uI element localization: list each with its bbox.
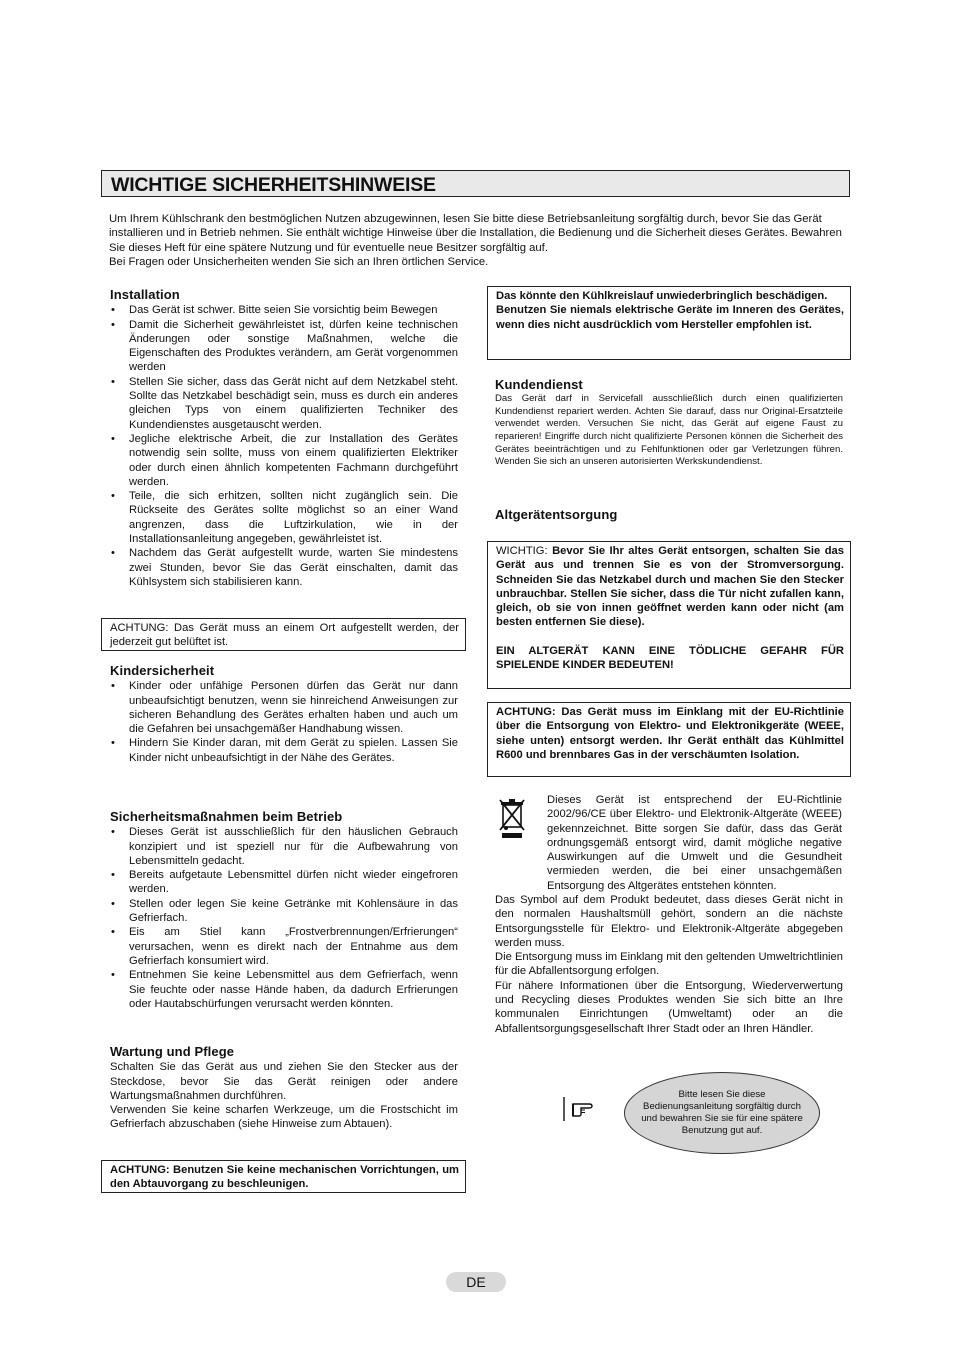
list-item: • Dieses Gerät ist ausschließlich für den häuslichen Gebrauch konzipiert und ist speziell nur für die Aufbewahrung von Lebensmitteln gedacht. (110, 825, 458, 868)
list-item: • Damit die Sicherheit gewährleistet ist, dürfen keine technischen Änderungen oder sonstige Maßnahmen, welche die Eigenschaften des Produktes verändern, am Gerät vorgenommen werden (110, 318, 458, 375)
betrieb-section (110, 810, 458, 1011)
entsorgung-section (495, 508, 843, 523)
kindersicherheit-list (110, 679, 458, 765)
kuehlkreislauf-warning-line: Das könnte den Kühlkreislauf unwiederbringlich beschädigen. (496, 290, 828, 302)
list-item: • Das Gerät ist schwer. Bitte seien Sie vorsichtig beim Bewegen (110, 303, 458, 317)
entsorgung-danger-warning: EIN ALTGERÄT KANN EINE TÖDLICHE GEFAHR FÜR SPIELENDE KINDER BEDEUTEN! (496, 644, 844, 672)
installation-section (110, 288, 458, 589)
installation-warning: ACHTUNG: Das Gerät muss an einem Ort aufgestellt werden, der jederzeit gut belüftet ist. (110, 622, 459, 649)
wartung-heading: Wartung und Pflege (110, 1044, 235, 1059)
entsorgung-paragraph: Das Symbol auf dem Produkt bedeutet, dass dieses Gerät nicht in den normalen Haushaltsmüll gehört, sondern an die nächste Entsorgungsstelle für Elektro- und Elektronik-Altgeräte abgegeben werden muss. (495, 894, 843, 949)
installation-heading: Installation (110, 287, 180, 302)
crossed-out-wheelie-bin-icon (497, 796, 527, 840)
installation-list (110, 303, 458, 589)
note-oval-text: Bitte lesen Sie diese Bedienungsanleitung sorgfältig durch und bewahren Sie sie für eine spätere Benutzung gut auf. (641, 1089, 803, 1136)
weee-text: Dieses Gerät ist entsprechend der EU-Richtlinie 2002/96/CE über Elektro- und Elektronik-Altgeräte (WEEE) gekennzeichnet. Bitte sorgen Sie dafür, dass das Gerät ordnungsgemäß entsorgt wird, damit mögliche negative Auswirkungen auf die Umwelt und die Gesundheit vermieden werden, die bei einer unsachgemäßen Entsorgung des Altgerätes entstehen könnten. (547, 794, 842, 892)
entsorgung-eu-warning-box (487, 702, 851, 777)
intro-paragraph: Um Ihrem Kühlschrank den bestmöglichen Nutzen abzugewinnen, lesen Sie bitte diese Betriebsanleitung sorgfältig durch, bevor Sie das Gerät installieren und in Betrieb nehmen. Sie enthält wichtige Hinweise über die Installation, die Bedienung und die Sicherheit dieses Gerätes. Bewahren Sie dieses Heft für eine spätere Nutzung und für eventuelle neue Besitzer sorgfältig auf. (109, 213, 842, 254)
list-item: • Teile, die sich erhitzen, sollten nicht zugänglich sein. Die Rückseite des Gerätes sollte möglichst so an einer Wand angrenzen, dass die Luftzirkulation, wie in der Installationsanleitung angegeben, gewährleistet ist. (110, 489, 458, 546)
entsorgung-details (495, 893, 843, 1036)
wartung-warning: ACHTUNG: Benutzen Sie keine mechanischen Vorrichtungen, um den Abtauvorgang zu beschleunigen. (110, 1164, 459, 1191)
entsorgung-paragraph: Die Entsorgung muss im Einklang mit den geltenden Umweltrichtlinien für die Abfallentsorgung erfolgen. (495, 951, 843, 978)
kuehlkreislauf-warning-box (487, 286, 851, 360)
wartung-section (110, 1045, 458, 1132)
list-item: • Stellen oder legen Sie keine Getränke mit Kohlensäure in das Gefrierfach. (110, 897, 458, 926)
installation-warning-box (101, 618, 466, 651)
pointing-hand-icon (563, 1096, 603, 1122)
list-item: • Nachdem das Gerät aufgestellt wurde, warten Sie mindestens zwei Stunden, bevor Sie das Gerät einschalten, damit das Kühlsystem sich stabilisieren kann. (110, 546, 458, 589)
kundendienst-text: Das Gerät darf in Servicefall ausschließlich durch einen qualifizierten Kundendienst repariert werden. Achten Sie darauf, dass nur Original-Ersatzteile verwendet werden. Versuchen Sie nicht, das Gerät auf eigene Faust zu reparieren! Eingriffe durch nicht qualifizierte Personen können die Sicherheit des Gerätes beeinträchtigen und zu Fehlfunktionen oder gar Verletzungen führen. Wenden Sie sich an unseren autorisierten Werkskundendienst. (495, 393, 843, 468)
kundendienst-heading: Kundendienst (495, 377, 583, 392)
list-item: • Stellen Sie sicher, dass das Gerät nicht auf dem Netzkabel steht. Sollte das Netzkabel beschädigt sein, muss es durch ein anderes gleichen Typs von einem qualifizierten Techniker des Kundendienstes ausgetauscht werden. (110, 375, 458, 432)
list-item: • Eis am Stiel kann „Frostverbrennungen/Erfrierungen“ verursachen, wenn es direkt nach der Entnahme aus dem Gefrierfach konsumiert wird. (110, 925, 458, 968)
entsorgung-important-body: Bevor Sie Ihr altes Gerät entsorgen, schalten Sie das Gerät aus und trennen Sie es von der Stromversorgung. Schneiden Sie das Netzkabel durch und machen Sie den Stecker unbrauchbar. Stellen Sie sicher, dass die Tür nicht zufallen kann, gleich, ob sie von innen geöffnet werden kann oder nicht (am besten entfernen Sie diese). (496, 545, 844, 629)
page-title: WICHTIGE SICHERHEITSHINWEISE (111, 174, 436, 196)
betrieb-heading: Sicherheitsmaßnahmen beim Betrieb (110, 809, 343, 824)
language-badge: DE (446, 1272, 506, 1292)
wartung-paragraph: Schalten Sie das Gerät aus und ziehen Sie den Stecker aus der Steckdose, bevor Sie das Gerät reinigen oder andere Wartungsmaßnahmen durchführen. (110, 1061, 458, 1102)
note-oval (624, 1072, 820, 1154)
page-title-bar (101, 170, 850, 197)
entsorgung-important-lead: WICHTIG: (496, 545, 548, 557)
entsorgung-paragraph: Für nähere Informationen über die Entsorgung, Wiederverwertung und Recycling dieses Produktes wenden Sie sich bitte an Ihre kommunalen Einrichtungen (Umweltamt) oder an die Abfallentsorgungsgesellschaft Ihrer Stadt oder an Ihren Händler. (495, 979, 843, 1035)
list-item: • Entnehmen Sie keine Lebensmittel aus dem Gefrierfach, wenn Sie feuchte oder nasse Hände haben, da dadurch Erfrierungen oder Hautabschürfungen verursacht werden könnten. (110, 968, 458, 1011)
intro-text (109, 212, 849, 270)
list-item: • Bereits aufgetaute Lebensmittel dürfen nicht wieder eingefroren werden. (110, 868, 458, 897)
kindersicherheit-section (110, 664, 458, 765)
entsorgung-heading: Altgerätentsorgung (495, 507, 618, 522)
list-item: • Hindern Sie Kinder daran, mit dem Gerät zu spielen. Lassen Sie Kinder nicht unbeaufsichtigt in der Nähe des Gerätes. (110, 736, 458, 765)
betrieb-list (110, 825, 458, 1011)
intro-paragraph: Bei Fragen oder Unsicherheiten wenden Sie sich an Ihren örtlichen Service. (109, 256, 489, 269)
kuehlkreislauf-warning-line: Benutzen Sie niemals elektrische Geräte im Inneren des Gerätes, wenn dies nicht ausdrücklich vom Hersteller empfohlen ist. (496, 304, 844, 331)
kindersicherheit-heading: Kindersicherheit (110, 663, 215, 678)
wartung-warning-box (101, 1160, 466, 1193)
entsorgung-important-box (487, 541, 851, 689)
entsorgung-important-text (496, 544, 844, 630)
weee-text-block (547, 793, 842, 893)
kundendienst-section (495, 378, 843, 469)
entsorgung-eu-warning: ACHTUNG: Das Gerät muss im Einklang mit der EU-Richtlinie über die Entsorgung von Elektro- und Elektronikgeräte (WEEE, siehe unten) entsorgt werden. Ihr Gerät enthält das Kühlmittel R600 und brennbares Gas in der verschäumten Isolation. (496, 706, 844, 761)
list-item: • Kinder oder unfähige Personen dürfen das Gerät nur dann unbeaufsichtigt benutzen, wenn sie hinreichend Anweisungen zur sicheren Behandlung des Gerätes erhalten haben und auch um die Gefahren bei unsachgemäßer Handhabung wissen. (110, 679, 458, 736)
list-item: • Jegliche elektrische Arbeit, die zur Installation des Gerätes notwendig sein sollte, muss von einem qualifizierten Elektriker oder durch einen ähnlich kompetenten Fachmann durchgeführt werden. (110, 432, 458, 489)
wartung-paragraph: Verwenden Sie keine scharfen Werkzeuge, um die Frostschicht im Gefrierfach abzuschaben (siehe Hinweise zum Abtauen). (110, 1104, 458, 1131)
